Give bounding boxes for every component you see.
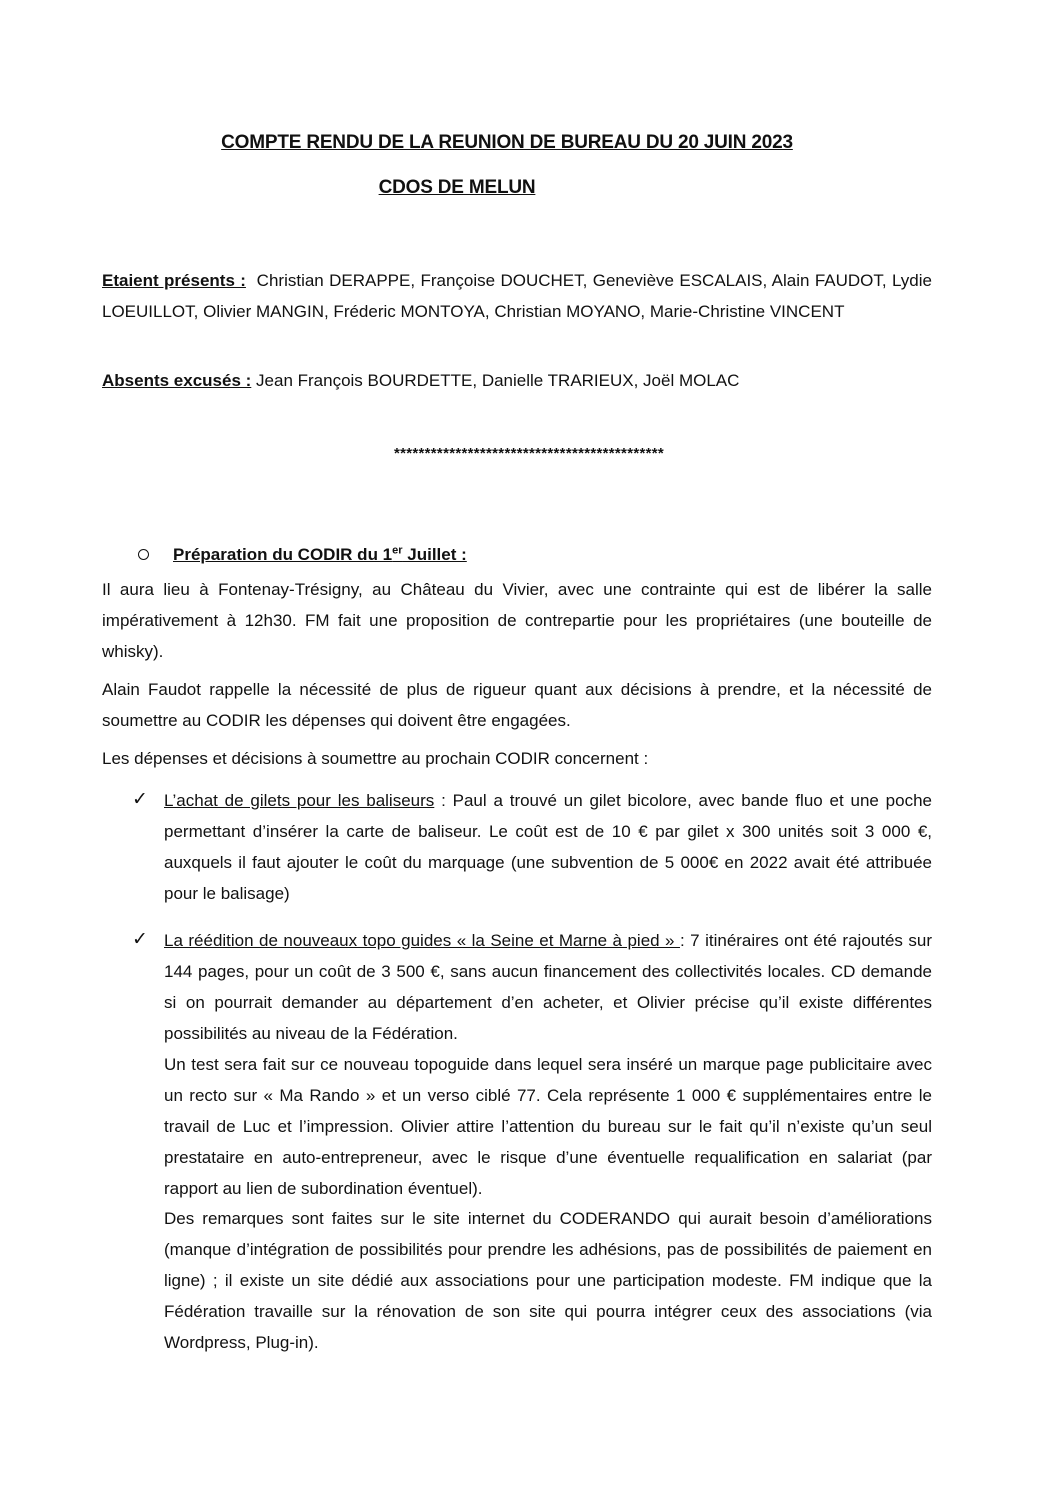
list-item-lead: L’achat de gilets pour les baliseurs [164,791,435,810]
attendees-present [102,265,932,327]
document-subtitle: CDOS DE MELUN [378,177,536,198]
paragraph-website: Des remarques sont faites sur le site internet du CODERANDO qui aurait besoin d’améliorations (manque d’intégration de possibilités pour prendre les adhésions, pas de possibilités de paiement en ligne) ; il existe un site dédié aux associations pour une participation modeste. FM indique que la Fédération travaille sur la rénovation de son site qui pourra intégrer ceux des associations (via Wordpress, Plug-in). [164,1209,932,1352]
paragraph-rigor: Alain Faudot rappelle la nécessité de plus de rigueur quant aux décisions à prendre, et la nécessité de soumettre au CODIR les dépenses qui doivent être engagées. [102,680,932,730]
document-title: COMPTE RENDU DE LA REUNION DE BUREAU DU 20 JUIN 2023 [221,132,793,153]
list-item-text: : 7 itinéraires ont été rajoutés sur 144 pages, pour un coût de 3 500 €, sans aucun financement des collectivités locales. CD demande si on pourrait demander au département d’en acheter, et Olivier précise qu’il existe différentes possibilités au niveau de la Fédération. [164,931,932,1043]
present-names: Christian DERAPPE, Françoise DOUCHET, Geneviève ESCALAIS, Alain FAUDOT, Lydie LOEUILLOT, Olivier MANGIN, Fréderic MONTOYA, Christian MOYANO, Marie-Christine VINCENT [102,271,932,321]
section-heading-text: Préparation du CODIR du 1er Juillet : [173,544,467,564]
paragraph-bookmark-test: Un test sera fait sur ce nouveau topoguide dans lequel sera inséré un marque page publicitaire avec un recto sur « Ma Rando » et un verso ciblé 77. Cela représente 1 000 € supplémentaires entre le travail de Luc et l’impression. Olivier attire l’attention du bureau sur le fait qu’il n’existe qu’un seul prestataire en auto-entrepreneur, avec le risque d’une éventuelle requalification en salariat (par rapport au lien de subordination éventuel). [164,1055,932,1198]
section-heading [138,535,467,570]
absent-names: Jean François BOURDETTE, Danielle TRARIEUX, Joël MOLAC [256,371,740,390]
checkmark-icon: ✓ [132,929,148,950]
checkmark-icon: ✓ [132,789,148,810]
circle-bullet-icon [138,549,149,560]
paragraph-expenses-intro: Les dépenses et décisions à soumettre au prochain CODIR concernent : [102,749,649,768]
paragraph-venue: Il aura lieu à Fontenay-Trésigny, au Château du Vivier, avec une contrainte qui est de libérer la salle impérativement à 12h30. FM fait une proposition de contrepartie pour les propriétaires (une bouteille de whisky). [102,580,932,661]
present-label: Etaient présents : [102,271,246,290]
list-item-lead: La réédition de nouveaux topo guides « la Seine et Marne à pied » [164,931,680,950]
separator: ******************************************** [393,445,665,462]
list-item-text: : Paul a trouvé un gilet bicolore, avec bande fluo et une poche permettant d’insérer la carte de baliseur. Le coût est de 10 € par gilet x 300 unités soit 3 000 €, auxquels il faut ajouter le coût du marquage (une subvention de 5 000€ en 2022 avait été attribuée pour le balisage) [164,791,933,903]
attendees-absent [102,365,932,396]
list-item-body [164,925,932,1049]
absent-label: Absents excusés : [102,371,252,390]
list-item-body [164,785,932,909]
